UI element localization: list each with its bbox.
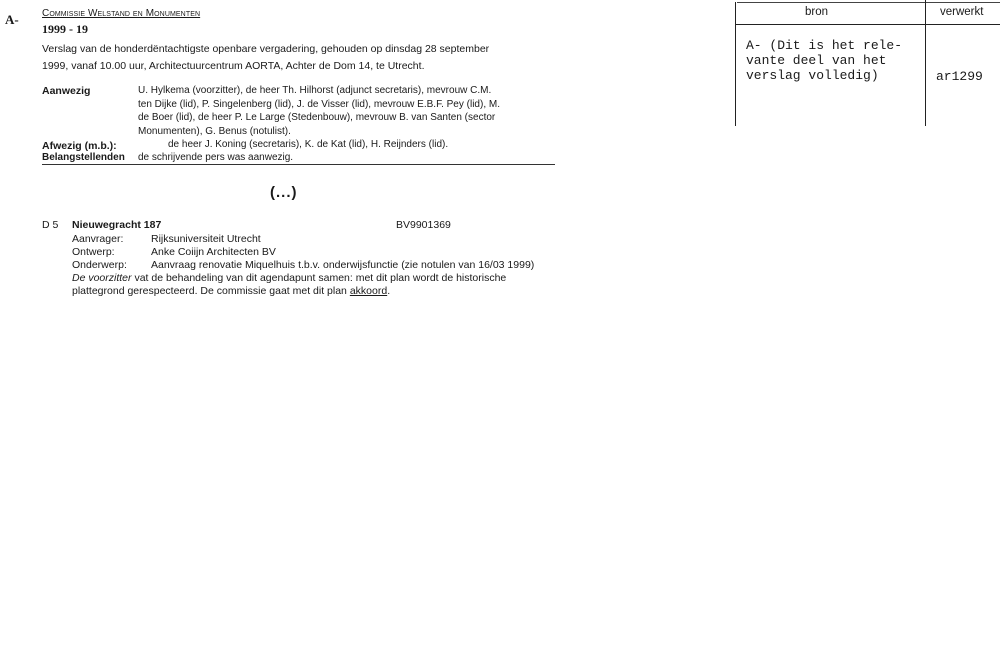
absent-list: de heer J. Koning (secretaris), K. de Kat (lid), H. Reijnders (lid). [168, 139, 449, 150]
decision-text: akkoord [349, 285, 388, 297]
interested-label: Belangstellenden [42, 152, 125, 163]
item-reference: BV9901369 [396, 219, 451, 231]
interested-text: de schrijvende pers was aanwezig. [138, 152, 294, 163]
item-body-text: vat de behandeling van dit agendapunt samen: met dit plan wordt de historische [131, 272, 507, 284]
present-line: ten Dijke (lid), P. Singelenberg (lid), J. de Visser (lid), mevrouw E.B.F. Pey (lid), M. [138, 98, 500, 110]
organization-header: Commissie Welstand en Monumenten [42, 8, 201, 19]
item-title: Nieuwegracht 187 [72, 219, 162, 231]
stamp-column-divider [925, 0, 926, 126]
stamp-header-divider [735, 24, 1000, 25]
present-line: de Boer (lid), de heer P. Le Large (Stedenbouw), mevrouw B. van Santen (sector [138, 112, 496, 124]
present-line: Monumenten), G. Benus (notulist). [138, 125, 291, 137]
subject-label: Onderwerp: [72, 259, 127, 271]
applicant-label: Aanvrager: [72, 233, 124, 245]
document-number: 1999 - 19 [42, 22, 88, 36]
present-label: Aanwezig [42, 85, 91, 97]
absent-label: Afwezig (m.b.): [42, 140, 117, 152]
subject-value: Aanvraag renovatie Miquelhuis t.b.v. onderwijsfunctie (zie notulen van 16/03 1999) [151, 259, 535, 271]
item-body-end: . [387, 285, 391, 297]
stamp-note: A- (Dit is het rele- vante deel van het verslag volledig) [746, 38, 903, 83]
stamp-header-processed: verwerkt [940, 6, 984, 18]
stamp-reference-code: ar1299 [936, 69, 983, 84]
present-line: U. Hylkema (voorzitter), de heer Th. Hilhorst (adjunct secretaris), mevrouw C.M. [138, 85, 492, 96]
stamp-top-border [737, 2, 1000, 3]
stamp-left-border [735, 2, 736, 126]
item-body-line-1 [72, 272, 506, 284]
design-value: Anke Coiijn Architecten BV [151, 246, 276, 258]
chair-label: De voorzitter [72, 272, 132, 284]
stamp-header-source: bron [805, 6, 829, 18]
item-body-text: plattegrond gerespecteerd. De commissie gaat met dit plan [72, 285, 350, 297]
item-code: D 5 [42, 219, 59, 231]
section-divider [42, 164, 555, 165]
left-margin-marker: A- [5, 12, 19, 27]
intro-line-1: Verslag van de honderdëntachtigste openbare vergadering, gehouden op dinsdag 28 september [42, 43, 490, 55]
present-list [138, 84, 500, 138]
applicant-value: Rijksuniversiteit Utrecht [151, 233, 261, 245]
omission-marker: (...) [270, 184, 298, 201]
intro-line-2: 1999, vanaf 10.00 uur, Architectuurcentrum AORTA, Achter de Dom 14, te Utrecht. [42, 60, 425, 72]
item-body-line-2 [72, 285, 390, 297]
design-label: Ontwerp: [72, 246, 115, 258]
